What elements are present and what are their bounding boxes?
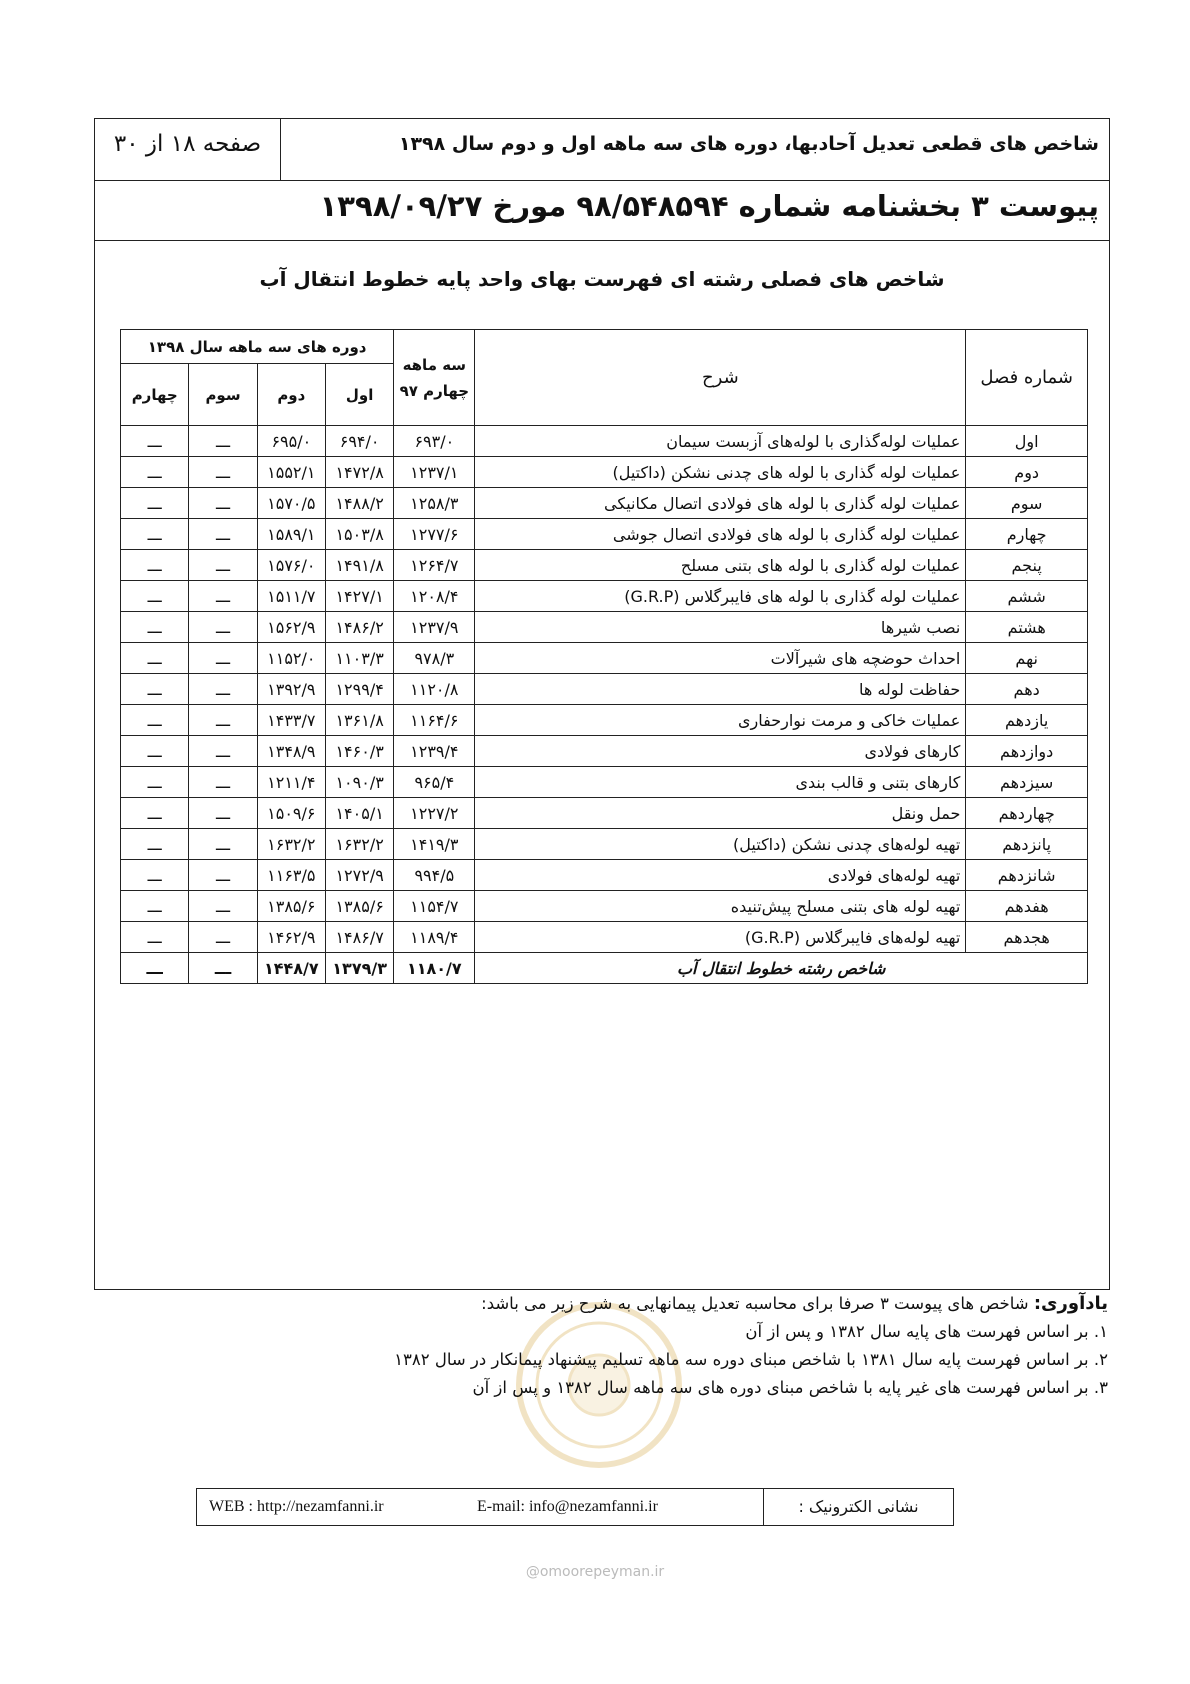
fourth-quarter-cell: ـــ xyxy=(121,519,189,550)
description-cell: تهیه لوله‌های فایبرگلاس (G.R.P) xyxy=(475,922,966,953)
q4-97-cell: ۱۱۶۴/۶ xyxy=(394,705,475,736)
chapter-cell: پانزدهم xyxy=(966,829,1088,860)
first-quarter-cell: ۱۲۹۹/۴ xyxy=(325,674,393,705)
fourth-quarter-cell: ـــ xyxy=(121,705,189,736)
table-row xyxy=(121,891,1088,922)
table-row xyxy=(121,798,1088,829)
second-quarter-cell: ۱۳۸۵/۶ xyxy=(257,891,325,922)
header-second: دوم xyxy=(257,364,325,426)
contact-label: نشانی الکترونیک : xyxy=(763,1489,953,1525)
table-row xyxy=(121,829,1088,860)
fourth-quarter-cell: ـــ xyxy=(121,736,189,767)
document-frame xyxy=(94,118,1110,1290)
description-cell: عملیات لوله گذاری با لوله های فولادی اتصال جوشی xyxy=(475,519,966,550)
q4-97-cell: ۱۲۳۹/۴ xyxy=(394,736,475,767)
third-quarter-cell: ـــ xyxy=(189,550,257,581)
circular-row xyxy=(95,181,1109,241)
first-quarter-cell: ۱۴۸۶/۷ xyxy=(325,922,393,953)
total-q4-97-cell: ۱۱۸۰/۷ xyxy=(394,953,475,984)
header-description: شرح xyxy=(475,330,966,426)
second-quarter-cell: ۱۶۳۲/۲ xyxy=(257,829,325,860)
fourth-quarter-cell: ـــ xyxy=(121,891,189,922)
third-quarter-cell: ـــ xyxy=(189,767,257,798)
third-quarter-cell: ـــ xyxy=(189,643,257,674)
q4-97-cell: ۹۷۸/۳ xyxy=(394,643,475,674)
third-quarter-cell: ـــ xyxy=(189,674,257,705)
first-quarter-cell: ۶۹۴/۰ xyxy=(325,426,393,457)
table-row xyxy=(121,426,1088,457)
first-quarter-cell: ۱۴۸۶/۲ xyxy=(325,612,393,643)
q4-97-cell: ۱۲۳۷/۹ xyxy=(394,612,475,643)
first-quarter-cell: ۱۴۲۷/۱ xyxy=(325,581,393,612)
table-row xyxy=(121,519,1088,550)
table-row xyxy=(121,643,1088,674)
second-quarter-cell: ۱۵۸۹/۱ xyxy=(257,519,325,550)
second-quarter-cell: ۱۴۶۲/۹ xyxy=(257,922,325,953)
q4-97-cell: ۱۱۸۹/۴ xyxy=(394,922,475,953)
header-first: اول xyxy=(325,364,393,426)
table-row xyxy=(121,922,1088,953)
page-cell xyxy=(95,119,281,180)
second-quarter-cell: ۱۲۱۱/۴ xyxy=(257,767,325,798)
q4-97-cell: ۱۱۵۴/۷ xyxy=(394,891,475,922)
first-quarter-cell: ۱۰۹۰/۳ xyxy=(325,767,393,798)
q4-97-cell: ۹۶۵/۴ xyxy=(394,767,475,798)
total-third-cell: ـــ xyxy=(189,953,257,984)
q4-97-cell: ۱۲۲۷/۲ xyxy=(394,798,475,829)
table-row xyxy=(121,457,1088,488)
notes-head: یادآوری: xyxy=(1033,1293,1108,1314)
total-fourth-cell: ـــ xyxy=(121,953,189,984)
table-row xyxy=(121,488,1088,519)
chapter-cell: هفدهم xyxy=(966,891,1088,922)
table-row xyxy=(121,674,1088,705)
header-chapter: شماره فصل xyxy=(966,330,1088,426)
chapter-cell: هجدهم xyxy=(966,922,1088,953)
description-cell: احداث حوضچه های شیرآلات xyxy=(475,643,966,674)
second-quarter-cell: ۱۱۶۳/۵ xyxy=(257,860,325,891)
table-row xyxy=(121,581,1088,612)
second-quarter-cell: ۱۵۷۶/۰ xyxy=(257,550,325,581)
second-quarter-cell: ۱۵۶۲/۹ xyxy=(257,612,325,643)
second-quarter-cell: ۱۵۷۰/۵ xyxy=(257,488,325,519)
description-cell: عملیات لوله گذاری با لوله های فولادی اتصال مکانیکی xyxy=(475,488,966,519)
document-title: شاخص های قطعی تعدیل آحادبها، دوره های سه ماهه اول و دوم سال ۱۳۹۸ xyxy=(398,133,1099,155)
fourth-quarter-cell: ـــ xyxy=(121,581,189,612)
chapter-cell: ششم xyxy=(966,581,1088,612)
contact-email-link[interactable]: E-mail: info@nezamfanni.ir xyxy=(477,1498,658,1515)
note-item-2: ۲. بر اساس فهرست پایه سال ۱۳۸۱ با شاخص مبنای دوره سه ماهه تسلیم پیشنهاد پیمانکار در سال ۱۳۸۲ xyxy=(394,1350,1108,1369)
fourth-quarter-cell: ـــ xyxy=(121,798,189,829)
second-quarter-cell: ۱۳۹۲/۹ xyxy=(257,674,325,705)
q4-97-cell: ۹۹۴/۵ xyxy=(394,860,475,891)
description-cell: کارهای بتنی و قالب بندی xyxy=(475,767,966,798)
chapter-cell: هشتم xyxy=(966,612,1088,643)
chapter-cell: دهم xyxy=(966,674,1088,705)
q4-97-cell: ۱۲۶۴/۷ xyxy=(394,550,475,581)
third-quarter-cell: ـــ xyxy=(189,488,257,519)
description-cell: عملیات خاکی و مرمت نوارحفاری xyxy=(475,705,966,736)
third-quarter-cell: ـــ xyxy=(189,457,257,488)
header-third: سوم xyxy=(189,364,257,426)
total-second-cell: ۱۴۴۸/۷ xyxy=(257,953,325,984)
fourth-quarter-cell: ـــ xyxy=(121,674,189,705)
q4-97-cell: ۱۲۷۷/۶ xyxy=(394,519,475,550)
table-row xyxy=(121,860,1088,891)
third-quarter-cell: ـــ xyxy=(189,798,257,829)
fourth-quarter-cell: ـــ xyxy=(121,922,189,953)
q4-97-cell: ۱۲۰۸/۴ xyxy=(394,581,475,612)
q4-97-cell: ۱۴۱۹/۳ xyxy=(394,829,475,860)
q4-97-cell: ۱۲۵۸/۳ xyxy=(394,488,475,519)
chapter-cell: یازدهم xyxy=(966,705,1088,736)
third-quarter-cell: ـــ xyxy=(189,736,257,767)
first-quarter-cell: ۱۳۸۵/۶ xyxy=(325,891,393,922)
first-quarter-cell: ۱۱۰۳/۳ xyxy=(325,643,393,674)
third-quarter-cell: ـــ xyxy=(189,519,257,550)
table-title: شاخص های فصلی رشته ای فهرست بهای واحد پایه خطوط انتقال آب xyxy=(259,267,945,291)
chapter-cell: دوم xyxy=(966,457,1088,488)
header-fourth: چهارم xyxy=(121,364,189,426)
header-q4-97: سه ماهه چهارم ۹۷ xyxy=(394,330,475,426)
description-cell: کارهای فولادی xyxy=(475,736,966,767)
description-cell: تهیه لوله‌های فولادی xyxy=(475,860,966,891)
third-quarter-cell: ـــ xyxy=(189,581,257,612)
fourth-quarter-cell: ـــ xyxy=(121,829,189,860)
total-first-cell: ۱۳۷۹/۳ xyxy=(325,953,393,984)
first-quarter-cell: ۱۵۰۳/۸ xyxy=(325,519,393,550)
second-quarter-cell: ۱۱۵۲/۰ xyxy=(257,643,325,674)
notes-section xyxy=(394,1290,1108,1402)
fourth-quarter-cell: ـــ xyxy=(121,488,189,519)
index-table xyxy=(120,329,1088,984)
third-quarter-cell: ـــ xyxy=(189,612,257,643)
table-row xyxy=(121,612,1088,643)
page-number: صفحه ۱۸ از ۳۰ xyxy=(113,131,262,157)
fourth-quarter-cell: ـــ xyxy=(121,612,189,643)
chapter-cell: دوازدهم xyxy=(966,736,1088,767)
chapter-cell: پنجم xyxy=(966,550,1088,581)
third-quarter-cell: ـــ xyxy=(189,705,257,736)
second-quarter-cell: ۱۵۱۱/۷ xyxy=(257,581,325,612)
description-cell: حمل ونقل xyxy=(475,798,966,829)
first-quarter-cell: ۱۴۶۰/۳ xyxy=(325,736,393,767)
chapter-cell: چهاردهم xyxy=(966,798,1088,829)
description-cell: عملیات لوله گذاری با لوله های فایبرگلاس (G.R.P) xyxy=(475,581,966,612)
chapter-cell: سوم xyxy=(966,488,1088,519)
note-item-3: ۳. بر اساس فهرست های غیر پایه با شاخص مبنای دوره های سه ماهه سال ۱۳۸۲ و پس از آن xyxy=(472,1378,1108,1397)
fourth-quarter-cell: ـــ xyxy=(121,426,189,457)
header-periods-group: دوره های سه ماهه سال ۱۳۹۸ xyxy=(121,330,394,364)
fourth-quarter-cell: ـــ xyxy=(121,550,189,581)
first-quarter-cell: ۱۴۹۱/۸ xyxy=(325,550,393,581)
total-label-cell: شاخص رشته خطوط انتقال آب xyxy=(475,953,1088,984)
third-quarter-cell: ـــ xyxy=(189,829,257,860)
chapter-cell: شانزدهم xyxy=(966,860,1088,891)
second-quarter-cell: ۱۵۰۹/۶ xyxy=(257,798,325,829)
second-quarter-cell: ۶۹۵/۰ xyxy=(257,426,325,457)
q4-97-cell: ۱۲۳۷/۱ xyxy=(394,457,475,488)
chapter-cell: اول xyxy=(966,426,1088,457)
first-quarter-cell: ۱۲۷۲/۹ xyxy=(325,860,393,891)
description-cell: تهیه لوله های بتنی مسلح پیش‌تنیده xyxy=(475,891,966,922)
table-row xyxy=(121,736,1088,767)
watermark-text: @omoorepeyman.ir xyxy=(525,1564,665,1580)
description-cell: عملیات لوله‌گذاری با لوله‌های آزبست سیمان xyxy=(475,426,966,457)
third-quarter-cell: ـــ xyxy=(189,922,257,953)
table-row xyxy=(121,767,1088,798)
first-quarter-cell: ۱۴۸۸/۲ xyxy=(325,488,393,519)
description-cell: حفاظت لوله ها xyxy=(475,674,966,705)
description-cell: عملیات لوله گذاری با لوله های بتنی مسلح xyxy=(475,550,966,581)
first-quarter-cell: ۱۴۷۲/۸ xyxy=(325,457,393,488)
notes-intro: شاخص های پیوست ۳ صرفا برای محاسبه تعدیل پیمانهایی به شرح زیر می باشد: xyxy=(481,1294,1034,1313)
chapter-cell: سیزدهم xyxy=(966,767,1088,798)
third-quarter-cell: ـــ xyxy=(189,426,257,457)
third-quarter-cell: ـــ xyxy=(189,860,257,891)
total-row xyxy=(121,953,1088,984)
second-quarter-cell: ۱۵۵۲/۱ xyxy=(257,457,325,488)
first-quarter-cell: ۱۳۶۱/۸ xyxy=(325,705,393,736)
second-quarter-cell: ۱۴۳۳/۷ xyxy=(257,705,325,736)
fourth-quarter-cell: ـــ xyxy=(121,860,189,891)
fourth-quarter-cell: ـــ xyxy=(121,643,189,674)
description-cell: تهیه لوله‌های چدنی نشکن (داکتیل) xyxy=(475,829,966,860)
q4-97-cell: ۱۱۲۰/۸ xyxy=(394,674,475,705)
third-quarter-cell: ـــ xyxy=(189,891,257,922)
chapter-cell: نهم xyxy=(966,643,1088,674)
first-quarter-cell: ۱۴۰۵/۱ xyxy=(325,798,393,829)
description-cell: نصب شیرها xyxy=(475,612,966,643)
circular-title: پیوست ۳ بخشنامه شماره ۹۸/۵۴۸۵۹۴ مورخ ۱۳۹۸/۰۹/۲۷ xyxy=(319,189,1099,223)
first-quarter-cell: ۱۶۳۲/۲ xyxy=(325,829,393,860)
table-row xyxy=(121,705,1088,736)
contact-box xyxy=(196,1488,954,1526)
q4-97-cell: ۶۹۳/۰ xyxy=(394,426,475,457)
description-cell: عملیات لوله گذاری با لوله های چدنی نشکن (داکتیل) xyxy=(475,457,966,488)
note-item-1: ۱. بر اساس فهرست های پایه سال ۱۳۸۲ و پس از آن xyxy=(745,1322,1108,1341)
notes-intro-line xyxy=(394,1290,1108,1318)
table-row xyxy=(121,550,1088,581)
fourth-quarter-cell: ـــ xyxy=(121,767,189,798)
fourth-quarter-cell: ـــ xyxy=(121,457,189,488)
contact-web-link[interactable]: WEB : http://nezamfanni.ir xyxy=(209,1498,384,1515)
header-row xyxy=(95,119,1109,181)
chapter-cell: چهارم xyxy=(966,519,1088,550)
second-quarter-cell: ۱۳۴۸/۹ xyxy=(257,736,325,767)
